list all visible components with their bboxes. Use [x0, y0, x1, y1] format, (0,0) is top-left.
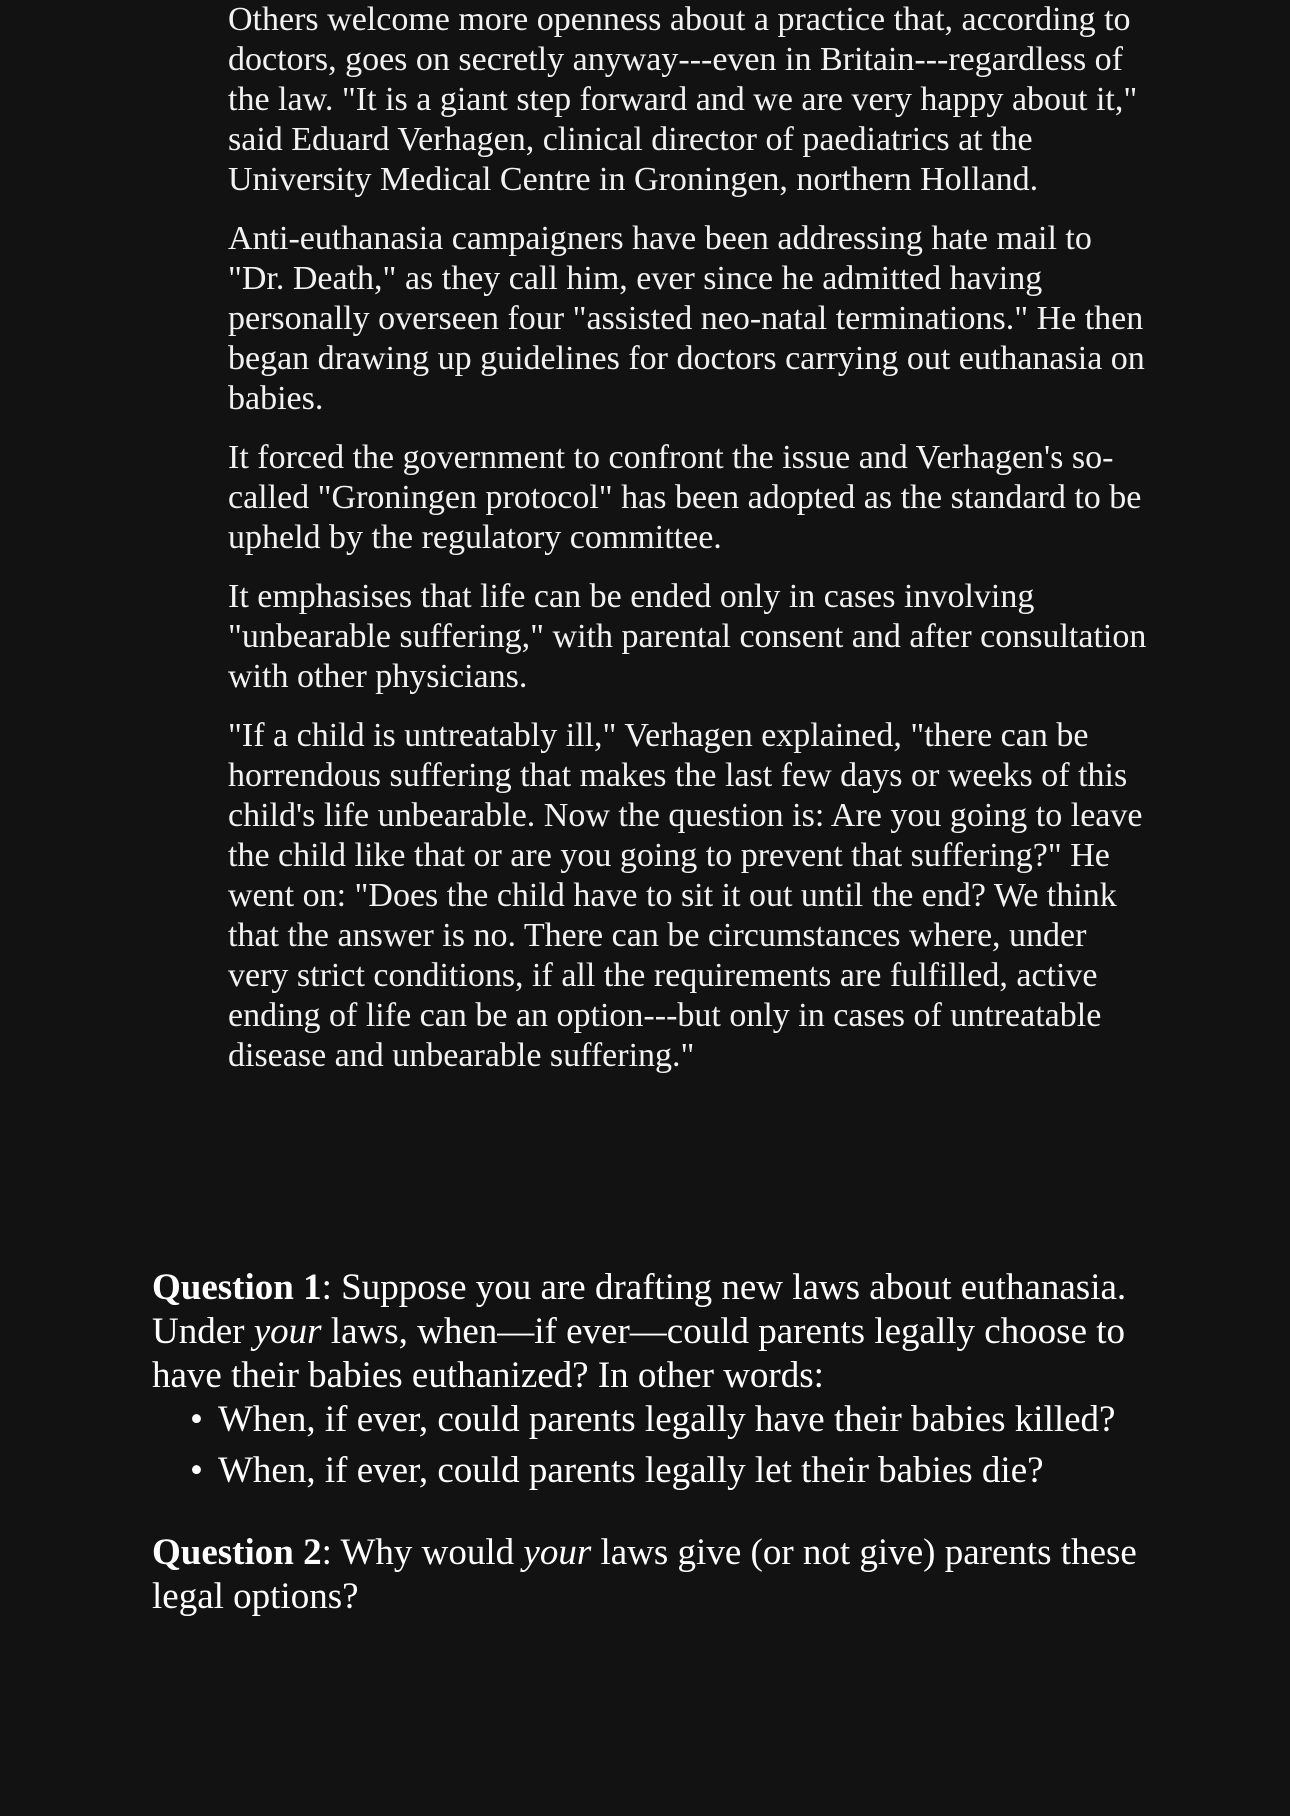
question-1-bullet-item [190, 1449, 1152, 1493]
bullet-text: When, if ever, could parents legally let their babies die? [218, 1450, 1044, 1491]
question-1-prompt [152, 1266, 1152, 1398]
question-2-prompt [152, 1531, 1152, 1619]
question-1-emphasis: your [253, 1311, 322, 1352]
question-1-bullet-item [190, 1398, 1152, 1442]
article-excerpt [228, 0, 1148, 1095]
question-1-bullet-list [152, 1398, 1152, 1493]
bullet-icon: • [190, 1450, 203, 1491]
article-paragraph: Others welcome more openness about a practice that, according to doctors, goes on secretly anyway---even in Britain---regardless of the law. "It is a giant step forward and we are very happy about it," said Eduard Verhagen, clinical director of paediatrics at the University Medical Centre in Groningen, northern Holland. [228, 1, 1138, 198]
article-paragraph: It forced the government to confront the issue and Verhagen's so-called "Groningen protocol" has been adopted as the standard to be upheld by the regulatory committee. [228, 439, 1142, 556]
article-paragraph: "If a child is untreatably ill," Verhagen explained, "there can be horrendous suffering that makes the last few days or weeks of this child's life unbearable. Now the question is: Are you going to leave the child like that or are you going to prevent that suffering?" He went on: "Does the child have to sit it out until the end? We think that the answer is no. There can be circumstances where, under very strict conditions, if all the requirements are fulfilled, active ending of life can be an option---but only in cases of untreatable disease and unbearable suffering." [228, 717, 1143, 1074]
question-2-emphasis: your [523, 1532, 592, 1573]
question-1 [152, 1266, 1152, 1493]
question-1-label: Question 1 [152, 1267, 322, 1308]
questions-section [152, 1266, 1152, 1619]
question-1-text-a: : Suppose you are drafting new laws about euthanasia. Under [152, 1267, 1127, 1352]
question-2-text-b: laws give (or not give) parents these legal options? [152, 1532, 1137, 1617]
bullet-icon: • [190, 1399, 203, 1440]
question-2 [152, 1531, 1152, 1619]
question-2-text-a: : Why would [321, 1532, 524, 1573]
article-paragraph: Anti-euthanasia campaigners have been addressing hate mail to "Dr. Death," as they call him, ever since he admitted having personally overseen four "assisted neo-natal terminations." He then began drawing up guidelines for doctors carrying out euthanasia on babies. [228, 220, 1145, 417]
question-1-text-b: laws, when—if ever—could parents legally choose to have their babies euthanized? In other words: [152, 1311, 1126, 1396]
bullet-text: When, if ever, could parents legally have their babies killed? [218, 1399, 1116, 1440]
question-2-label: Question 2 [152, 1532, 322, 1573]
article-paragraph: It emphasises that life can be ended only in cases involving "unbearable suffering," with parental consent and after consultation with other physicians. [228, 578, 1147, 695]
